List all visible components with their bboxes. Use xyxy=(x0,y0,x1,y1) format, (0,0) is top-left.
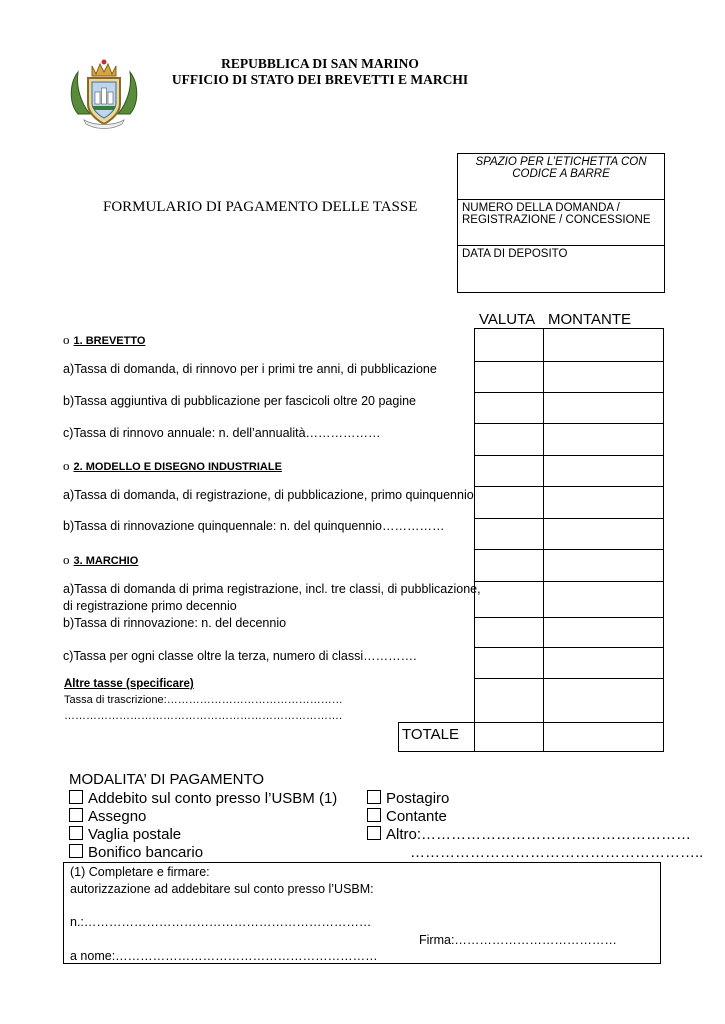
authorization-box xyxy=(63,862,661,964)
section-title: 3. MARCHIO xyxy=(73,555,139,567)
payment-option-debit[interactable]: Addebito sul conto presso l’USBM (1) xyxy=(69,790,337,807)
section-modello xyxy=(63,458,282,474)
barcode-space-label: SPAZIO PER L’ETICHETTA CON CODICE A BARRE xyxy=(458,154,664,200)
header-republic: REPUBBLICA DI SAN MARINO xyxy=(221,56,419,71)
checkbox-icon[interactable] xyxy=(69,808,83,822)
payment-option-bank-transfer[interactable]: Bonifico bancario xyxy=(69,844,203,861)
section-bullet: o xyxy=(63,332,70,347)
amount-grid xyxy=(474,328,664,752)
transcription-fee-line: Tassa di trascrizione:………………………………………… xyxy=(64,694,343,706)
checkbox-icon[interactable] xyxy=(69,844,83,858)
header-office: UFFICIO DI STATO DEI BREVETTI E MARCHI xyxy=(171,72,469,87)
total-label: TOTALE xyxy=(398,722,474,752)
section-title: 1. BREVETTO xyxy=(73,335,146,347)
fee-line: c)Tassa per ogni classe oltre la terza, numero di classi…………. xyxy=(63,649,417,663)
fee-line: c)Tassa di rinnovo annuale: n. dell’annualità……………… xyxy=(63,426,381,440)
other-continuation-line: ………………………………………………….. xyxy=(410,844,704,861)
payment-methods-title: MODALITA’ DI PAGAMENTO xyxy=(69,771,265,788)
payment-option-postagiro[interactable]: Postagiro xyxy=(367,790,449,807)
authorization-note: (1) Completare e firmare: xyxy=(70,865,210,879)
checkbox-icon[interactable] xyxy=(367,808,381,822)
authorization-text: autorizzazione ad addebitare sul conto presso l’USBM: xyxy=(70,882,374,896)
payment-option-postal-order[interactable]: Vaglia postale xyxy=(69,826,181,843)
form-title: FORMULARIO DI PAGAMENTO DELLE TASSE xyxy=(103,199,418,215)
fee-line: b)Tassa di rinnovazione: n. del decennio xyxy=(63,616,287,630)
section-brevetto xyxy=(63,332,145,348)
filing-date-label: DATA DI DEPOSITO xyxy=(462,248,568,260)
payment-option-other[interactable]: Altro:……………………………………………… xyxy=(367,826,691,843)
fee-line: di registrazione primo decennio xyxy=(63,599,237,613)
fee-line: b)Tassa aggiuntiva di pubblicazione per fascicoli oltre 20 pagine xyxy=(63,394,416,408)
info-box xyxy=(457,153,665,293)
other-fees-title: Altre tasse (specificare) xyxy=(64,678,194,690)
other-fee-line: …………………………………………………………………. xyxy=(64,710,343,722)
signature-field[interactable]: Firma:………………………………… xyxy=(419,933,617,947)
checkbox-icon[interactable] xyxy=(367,826,381,840)
account-number-field[interactable]: n.:…………………………………………………………… xyxy=(70,915,372,929)
application-number-label: NUMERO DELLA DOMANDA / REGISTRAZIONE / CONCESSIONE xyxy=(458,200,664,246)
fee-line: a)Tassa di domanda, di registrazione, di pubblicazione, primo quinquennio xyxy=(63,488,474,502)
section-marchio xyxy=(63,552,138,568)
payment-option-cash[interactable]: Contante xyxy=(367,808,447,825)
section-title: 2. MODELLO E DISEGNO INDUSTRIALE xyxy=(73,461,282,473)
section-bullet: o xyxy=(63,552,70,567)
checkbox-icon[interactable] xyxy=(367,790,381,804)
fee-line: a)Tassa di domanda di prima registrazione, incl. tre classi, di pubblicazione, xyxy=(63,582,481,596)
section-bullet: o xyxy=(63,458,70,473)
payment-option-cheque[interactable]: Assegno xyxy=(69,808,146,825)
checkbox-icon[interactable] xyxy=(69,826,83,840)
name-field[interactable]: a nome:……………………………………………………… xyxy=(70,949,378,963)
currency-column-header: VALUTA xyxy=(479,311,536,328)
amount-column-header: MONTANTE xyxy=(548,311,632,328)
fee-line: a)Tassa di domanda, di rinnovo per i primi tre anni, di pubblicazione xyxy=(63,362,437,376)
fee-line: b)Tassa di rinnovazione quinquennale: n. del quinquennio…………… xyxy=(63,519,445,533)
checkbox-icon[interactable] xyxy=(69,790,83,804)
